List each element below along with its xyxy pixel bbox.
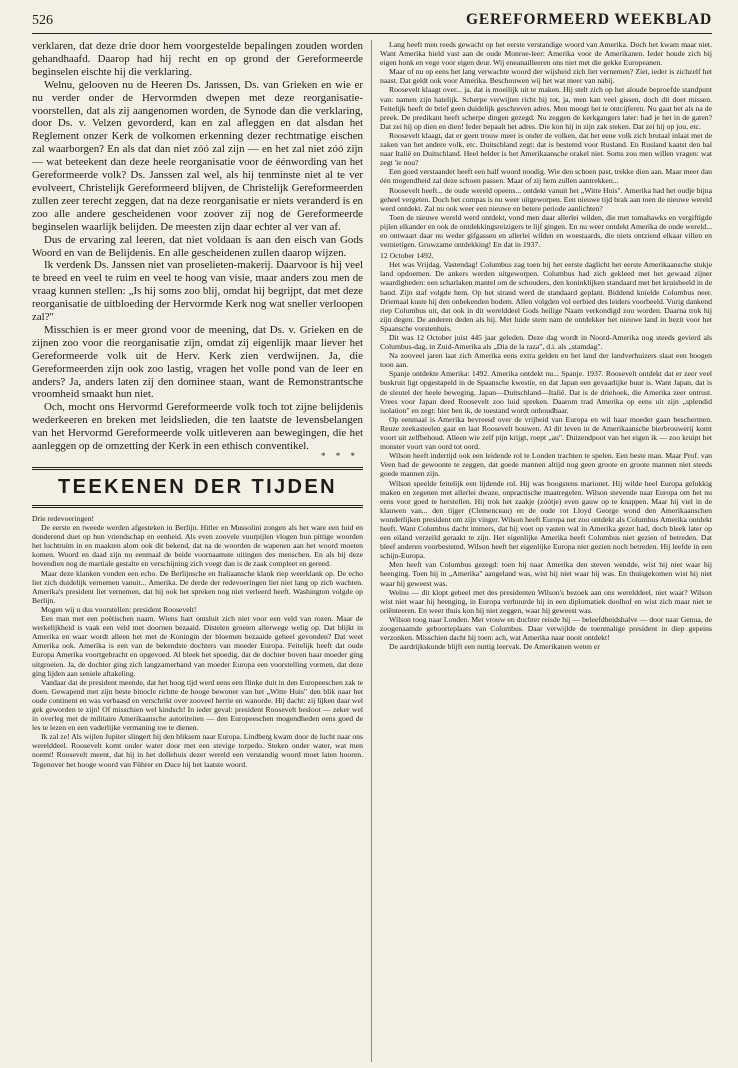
paragraph: Welnu, gelooven nu de Heeren Ds. Janssen, Ds. van Grieken en wie er nu verder onder de Hervormden dwepen met deze reorganisatie-voorstellen, dat als zij aangenomen worden, de Synode dan die verklaring, door Ds. v. Velzen gevorderd, kan en zal afleggen en dat alsdan het Reglement onzer Kerk de volkomen erkenning dezer rechtmatige eischen zal waarborgen? En als dat dan niet zóó zal zijn — en het zal niet zóó zijn — wat beteekent dan deze heele reorganisatie voor de éénwording van het Gereformeerde volk? Ds. Janssen zal wel, als hij tenminste niet al te ver evolveert, Christelijk Gereformeerd blijven, de Christelijk Gereformeerden zullen zeer terecht zeggen, dat na deze reorganisatie er niets veranderd is en zoo alle andere gescheidenen voor zoover zij nog de Gereformeerde beginselen waarlijk belijden. De meesten zijn daar echter al ver van af.: [32, 78, 363, 233]
left-column: [32, 40, 363, 1062]
paragraph: Drie redevoeringen!: [32, 514, 95, 523]
paragraph: Dus de ervaring zal leeren, dat niet voldaan is aan den eisch van Gods Woord en van de Belijdenis. En alle gescheidenen zullen daarop wijzen.: [32, 233, 363, 259]
paragraph: Lang heeft men reeds gewacht op het eerste verstandige woord van Amerika. Doch het kwam maar niet. Want Amerika hield vast aan de oude Monroe-leer: Amerika voor de Amerikanen. Ieder houde zich bij eigen honk en vege voor eigen deur. Wij eneanailleeren ons niet met die gekke Europeanen.: [380, 40, 712, 68]
paragraph: Roosevelt klaagt over... ja, dat is moeilijk uit te maken. Hij stelt zich op het aloude beproefde standpunt van: namen zijn hatelijk. Scherpe verwijten richt hij tot, ja, men kan veel gissen, doch dit doet missen. Feitelijk heeft de brief geen duidelijk geschreven adres. Men moogt het te ontcijferen. Nu gaat het als na de preek. De predikant heeft scherpe dingen gezegd. Nu zeggen de kerkgangers later: had je het in de gaten? Dat zei hij op dien en dien! Ieder bepaalt het adres. Die kon hij in zijn zak steken. Dat zei hij op jou, etc.: [380, 85, 712, 131]
section-teekenen-der-tijden: [32, 467, 363, 769]
paragraph: Een goed verstaander heeft een half woord noodig. Wie den schoen past, trekke dien aan. Maar meer dan één mogendheid zal deze schoen passen. Maar of zij hem zullen aantrekken...: [380, 167, 712, 186]
paragraph: Toen de nieuwe wereld werd ontdekt, vond men daar allerlei wilden, die met tomahawks en vergiftigde pijlen elkander en ook de ontdekkingsreizigers te lijf gingen. En nu weer ontdekt Amerika de oude wereld... en ontwaart daar nu weder gifgassen en allerlei wilden en woestaards, die niets ontziend elkaar villen en vernietigen. Gruwzame ontdekking! En dat in 1937.: [380, 212, 712, 250]
page-number: 526: [32, 13, 53, 28]
paragraph: Roosevelt heeft... de oude wereld opeens... ontdekt vanuit het „Witte Huis". Amerika had het oudje bijna geheel vergeten. Doch het compas is nu weer uitgeworpen. Een nieuwe tijd brak aan toen de nieuwe wereld werd ontdekt. Zal nu ook weer een nieuwe en betere periode aanlichten?: [380, 185, 712, 213]
paragraph: Op eenmaal is Amerika bevreesd over de vrijheid van Europa en wil haar moeder gaan beschermen. Reuze zeekasteelen gaat en laat Roosevelt bouwen. Al dit leven in de Amerikaansche bierbrouwerij komt voort uit zelfbehoud. Alleen wie zelf pijn krijgt, roept „au". Duizendpoot van het eigen ik — zoo kruipt het monster voort van oord tot oord.: [380, 414, 712, 452]
right-column: [380, 40, 712, 1062]
paragraph: Men heeft van Columbus gezegd: toen hij naar Amerika den steven wendde, wist hij niet waar hij heenging. Toen hij in „Amerika" aangeland was, wist hij niet waar hij was. En thuisgekomen wist hij niet waar hij geweest was.: [380, 560, 712, 588]
paragraph: Het was Vrijdag. Vastendag! Columbus zag toen bij het eerste daglicht het eerste Amerikaansche stukje land opdoemen. De ankers werden uitgeworpen. Columbus had zich gekleed met het gewaad zijner waardigheden: een scharlaken mantel om de schouders, den koninklijken standaard met het kruisbeeld in de hand. Zijn staf volgde hem. Op het strand werd de standaard geplant. Biddend knielde Columbus neer. Driemaal kuste hij den onbekenden bodem. Allen volgden vol eerbied des leiders voorbeeld. Vurig dankend riep Columbus uit, dat ook in dit werelddeel Gods heilige Naam verkondigd zou worden. Daarna trok hij zijn degen. De anderen deden als hij. Met luide stem nam de ontdekker het nieuwe land in bezit voor het Spaansche vorstenhuis.: [380, 260, 712, 333]
paragraph: Misschien is er meer grond voor de meening, dat Ds. v. Grieken en de zijnen zoo voor die reorganisatie zijn, omdat zij eigenlijk maar liever het Gereformeerde volk uit de Herv. Kerk zien verdwijnen. Ja, die Gereformeerden zijn ook zoo lastig, vragen het volle pond van de leer en anders? Ja, anders laten zij den dominee staan, want de Remonstrantsche vroomheid smaakt hun niet.: [32, 323, 363, 401]
column-divider: [371, 40, 372, 1062]
date-line: 12 October 1492.: [380, 251, 434, 261]
paragraph: Maar deze klanken vonden een echo. De Berlijnsche en Italiaansche klank riep weerklank op. De echo liet zich duidelijk vernemen vanuit... Amerika. De derde der redevoeringen liet niet lang op zich wachten. Amerika's president liet vernemen, dat hij ook het spreken nog niet verleerd heeft. Washington volgde op Berlijn.: [32, 568, 363, 605]
paragraph: Dit was 12 October juist 445 jaar geleden. Deze dag wordt in Noord-Amerika nog steeds gevierd als Columbus-dag, in Zuid-Amerika als „Dia de la raza", d.i. als „stamdag".: [380, 333, 712, 352]
paragraph: Mogen wij u dus voorstellen: president Roosevelt!: [41, 604, 197, 614]
section-rule-top: [32, 467, 363, 470]
paragraph: Na zooveel jaren laat zich Amerika eens extra gelden en het land der landverhuizers slaat een hoogen toon aan.: [380, 351, 712, 370]
paragraph: verklaren, dat deze drie door hem voorgestelde bepalingen zouden worden gehandhaafd. Daarop had hij recht en op grond der Gereformeerde beginselen eischte hij die verklaring.: [32, 40, 363, 78]
paragraph: De eerste en tweede werden afgesteken in Berlijn. Hitler en Mussolini zongen als het ware een luid en donderend duet op hun vriendschap en eenheid. Als even zoovele vuurpijlen vlogen hun pittige woorden het luchtruim in en maakten alom ook dit bekend, dat na de woorden de wapenen aan het woord moeten komen. Woord en daad zijn nu eenmaal de beide voornaamste uitingen des menschen. En als bij deze bovendien nog de martiale gestalte en verschijning zich voegt dan is de zaak compleet en gereed.: [32, 523, 363, 569]
paragraph: Wilson heeft indertijd ook een leidende rol te Londen trachten te spelen. Een beste man. Maar Prof. van Veen had de gewoonte te zeggen, dat goede mannen altijd nog geen groote en groote mannen niet steeds goede mannen zijn.: [380, 451, 712, 479]
paragraph: Wilson toog naar Londen. Met vrouw en dochter reisde hij — beleefdheidshalve — door naar Genua, de zoogenaamde geboorteplaats van Columbus. Daar verwijlde de toenmalige president in diep gepeins verzonken. Misschien dacht hij toen: ach, wat Amerika naar nooit ontdekt!: [380, 614, 712, 643]
paragraph: Ik zal ze! Als wijlen Jupiter slingert hij den bliksem naar Europa. Lindberg kwam door de lucht naar ons werelddeel. Roosevelt komt onder water door met een stevige torpedo. Steken onder water, wat men noemt! Roosevelt meent, dat hij in het dollehuis dezer wereld een verstandig woord moet laten hooren. Tegenover het hooge woord van Führer en Duce hij het laatste woord.: [32, 732, 363, 769]
paragraph: Een man met een poëtischen naam. Wiens hart ontsluit zich niet voor een veld van rozen. Maar de werkelijkheid is vaak een veld met doornen bezaaid. Distelen groeien allerwege welig op. Dat blijkt in Amerika en waar wordt alleen het met de Koningin der bloemen bezaaide geheel gevonden? Dat weet Amerika ook. Amerika is een van de bekendste dochters van moeder Europa. Feitelijk heeft dat oude Europa Amerika voortgebracht en opgevoed. Al bleek het spoedig, dat de dochter boven haar moeder ging uitgroeien. Ja, de dochter ging zich langzamerhand van moeder Europa een voorstelling vormen, dat deze ging lijden aan seniele aftakeling.: [32, 614, 363, 678]
paragraph: De aardrijkskunde blijft een nuttig leervak. De Amerikanen weten er: [389, 642, 600, 652]
section-title: TEEKENEN DER TIJDEN: [58, 476, 337, 498]
publication-title: GEREFORMEERD WEEKBLAD: [465, 11, 712, 28]
paragraph: Vandaar dat de president meende, dat het hoog tijd werd eens een flinke duit in den Europeeschen zak te doen. Gewapend met zijn beste binocle richtte de hooge bewoner van het „Witte Huis" den blik naar het oude continent en was verbaasd en verschrikt over zooveel herrie en wanorde. Hij dacht: zij lijken daar wel gek geworden te zijn! Of misschien wel kindsch! In ieder geval: president Roosevelt besloot — zeker wel in overleg met de militaire Amerikaansche autoriteiten — den Europeeschen mogendheden eens goed de les te lezen en een vaderlijke vermaning toe te dienen.: [32, 677, 363, 733]
section-stars: * * *: [321, 451, 359, 461]
section-body: [32, 514, 363, 769]
paragraph: Och, mocht ons Hervormd Gereformeerde volk toch tot zijne belijdenis wederkeeren en breken met leidslieden, die ten laatste de levensbelangen van het Hervormd Gereformeerde volk uitleveren aan bewegingen, die het aanleggen op de omzetting der Kerk in een ethisch conventikel.: [32, 401, 363, 453]
paragraph: Spanje ontdekte Amerika: 1492. Amerika ontdekt nu... Spanje. 1937. Roosevelt ontdekt dat er zeer veel buskruit ligt opgestapeld in de Spaansche kwestie, en dat Japan een gevaarlijke buur is. Want Japan, dat is de sleutel der heele beweging. Japan—Duitschland—Italië. Dat is de driehoek, die Amerika zeer ontrust. Vrees voor Japan deed Roosevelt zoo luid spreken. Daarom trad Amerika op eens uit zijn „splendid isolation" en zegt: hier ben ik, de toestand wordt onhoudbaar.: [380, 369, 712, 415]
paragraph: Maar of nu op eens het lang verwachte woord der wijsheid zich liet vernemen? Ziet, ieder is zichzelf het naast. Dat geldt ook voor Amerika. Beschouwen wij het wat meer van nabij.: [380, 67, 712, 86]
article-continuation: [32, 40, 363, 453]
article-columns: [32, 40, 712, 1062]
paragraph: Welnu — dit klopt geheel met des presidenten Wilson's bezoek aan ons werelddeel, niet waar? Wilson wist niet waar hij heenging, in Europa verhuurde hij in een diplomatiek doolhof en wist zich maar niet te oriënteeren. En weer thuis kon hij niet zeggen, waar hij geweest was.: [380, 587, 712, 615]
paragraph: Ik verdenk Ds. Janssen niet van proselieten-makerij. Daarvoor is hij veel te breed en veel te ruim en veel te hoog van visie, maar anders zou men de vraag kunnen stellen: „Is hij soms zoo blij, omdat hij begrijpt, dat met deze reorganisatie de uitbloeding der Hervormde Kerk nog wat sneller verloopen zal?": [32, 259, 363, 324]
paragraph: Roosevelt klaagt, dat er geen trouw meer is onder de volken, dat het eene volk zich brutaal inlaat met de zaken van het andere volk, etc. Duitschland zegt: dat is bestemd voor Rusland. En Rusland kaatst den bal naar Italië en Duitschland. Heel helder is het Amerikaansche orakel niet. Soms zou men willen vragen: wat zegt 'ie nou?: [380, 130, 712, 168]
section-rule-bottom: [32, 505, 363, 508]
page-header: [32, 8, 712, 34]
paragraph: Wilson speelde feitelijk een lijdende rol. Hij was hoogstens marionet. Hij wilde heel Europa gelukkig maken en zegenen met allerlei dwaze, onpractische maatregelen. Wilson stevende naar Europa om het nu eens voor goed te herstellen. Hij trok het zaakje (zóótje) even gauw op te knappen. Maar hij viel in de klauwen van... den tijger (Clemenceau) en de oude rot Lloyd George wond den Amerikaanschen wonderlijken president om zijn vinger. Wilson heeft Europa net zoo ontdekt als Columbus Amerika ontdekt heeft. Want Columbus dacht immers, dat hij voet op vasten wal in Amerika gezet had, doch bleek later op een eiland verzeild geraakt te zijn. Het eigenlijke Amerika heeft Columbus niet gezien of betreden. Dat bleef anderen voorbestemd. Wilson heeft het eigenlijke Europa niet gezien noch betreden. Hij leefde in een schijn-Europa.: [380, 478, 712, 561]
